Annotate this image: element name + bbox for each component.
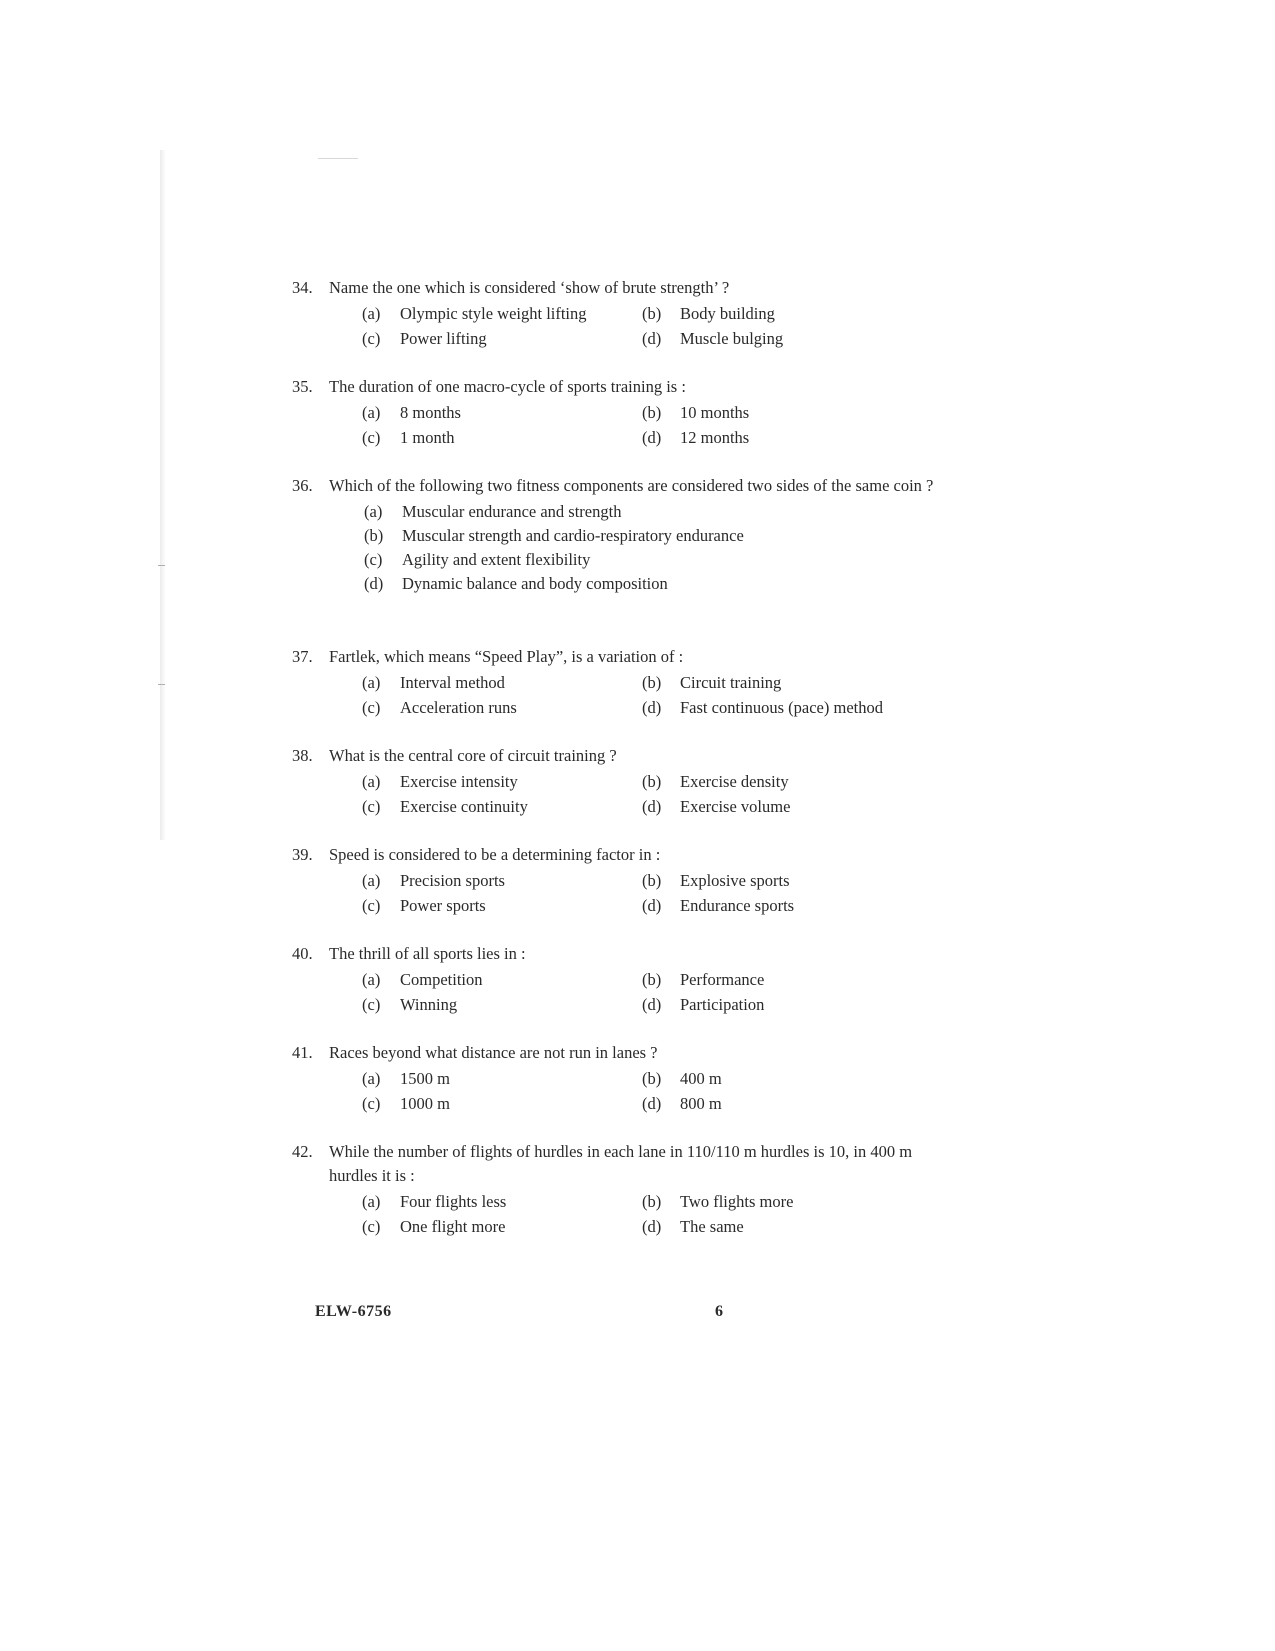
question-text: Name the one which is considered ‘show of brute strength’ ? [329,278,730,297]
option-b: (b) Two flights more [642,1192,794,1211]
option-b: (b) Muscular strength and cardio-respiratory endurance [364,526,744,545]
option-d: (d) Fast continuous (pace) method [642,698,883,717]
option-a: (a) Exercise intensity [362,772,518,791]
question-number: 40. [292,944,313,963]
question-number: 39. [292,845,313,864]
question-text: What is the central core of circuit training ? [329,746,617,765]
option-a: (a) 1500 m [362,1069,450,1088]
question-37 [292,645,942,721]
scan-mark [318,158,358,159]
option-d: (d) 800 m [642,1094,722,1113]
option-c: (c) 1000 m [362,1094,450,1113]
question-36 [292,474,942,596]
question-39 [292,843,942,919]
option-c: (c) Acceleration runs [362,698,517,717]
question-35 [292,375,942,451]
option-b: (b) Circuit training [642,673,782,692]
option-d: (d) Dynamic balance and body composition [364,574,668,593]
question-number: 41. [292,1043,313,1062]
option-a: (a) Precision sports [362,871,505,890]
option-a: (a) 8 months [362,403,461,422]
option-c: (c) Power sports [362,896,486,915]
option-a: (a) Four flights less [362,1192,507,1211]
option-d: (d) Exercise volume [642,797,791,816]
question-number: 35. [292,377,313,396]
question-34 [292,276,942,352]
question-number: 37. [292,647,313,666]
option-d: (d) Participation [642,995,765,1014]
margin-tick [158,684,165,685]
question-number: 34. [292,278,313,297]
option-b: (b) 400 m [642,1069,722,1088]
option-c: (c) Winning [362,995,458,1014]
question-text: While the number of flights of hurdles in each lane in 110/110 m hurdles is 10, in 400 m hurdles it is : [329,1142,913,1185]
option-b: (b) Exercise density [642,772,789,791]
question-42 [292,1140,942,1240]
option-c: (c) 1 month [362,428,455,447]
option-b: (b) 10 months [642,403,750,422]
option-d: (d) Muscle bulging [642,329,784,348]
question-text: The duration of one macro-cycle of sports training is : [329,377,686,396]
option-a: (a) Competition [362,970,483,989]
option-a: (a) Muscular endurance and strength [364,502,622,521]
question-41 [292,1041,942,1117]
question-38 [292,744,942,820]
paper-code: ELW-6756 [315,1303,392,1320]
question-number: 42. [292,1142,313,1161]
option-c: (c) One flight more [362,1217,506,1236]
option-c: (c) Exercise continuity [362,797,528,816]
option-d: (d) The same [642,1217,744,1236]
page-number: 6 [715,1303,723,1320]
question-number: 36. [292,476,313,495]
option-d: (d) Endurance sports [642,896,795,915]
question-text: Speed is considered to be a determining factor in : [329,845,661,864]
question-40 [292,942,942,1018]
question-text: Which of the following two fitness components are considered two sides of the same coin ? [329,476,934,495]
margin-tick [158,565,165,566]
option-c: (c) Agility and extent flexibility [364,550,591,569]
option-b: (b) Performance [642,970,765,989]
question-text: Races beyond what distance are not run in lanes ? [329,1043,658,1062]
scan-edge-shadow [160,150,166,840]
option-b: (b) Explosive sports [642,871,790,890]
option-a: (a) Olympic style weight lifting [362,304,587,323]
option-c: (c) Power lifting [362,329,487,348]
question-text: The thrill of all sports lies in : [329,944,526,963]
option-a: (a) Interval method [362,673,505,692]
option-d: (d) 12 months [642,428,750,447]
question-text: Fartlek, which means “Speed Play”, is a variation of : [329,647,684,666]
option-b: (b) Body building [642,304,775,323]
question-number: 38. [292,746,313,765]
